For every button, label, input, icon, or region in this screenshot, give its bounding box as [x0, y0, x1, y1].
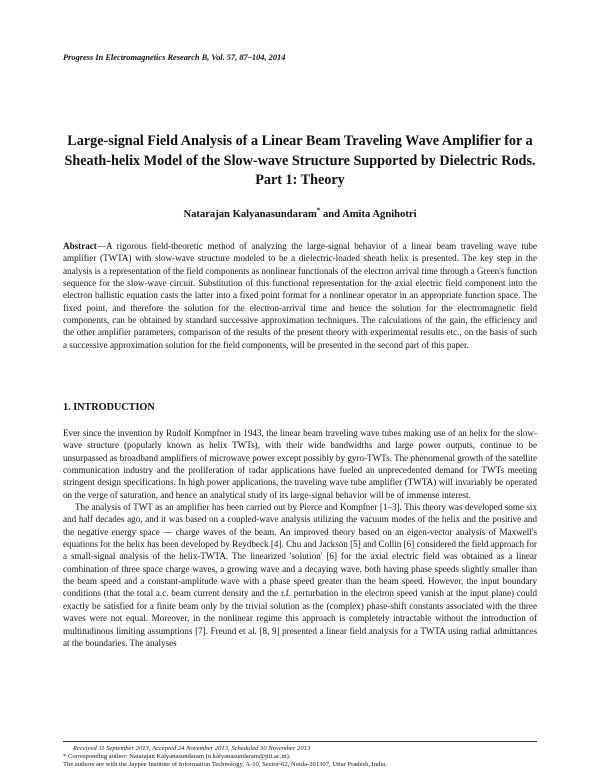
intro-paragraph-2: The analysis of TWT as an amplifier has been carried out by Pierce and Kompfner [1–3]. This theory was developed some six and half decades ago, and it was based on a coupled-wave analysis utilizing the vacuum modes of the helix and the positive and the negative energy space — charge waves of the beam. An improved theory based on an eigen-vector analysis of Maxwell's equations for the helix has been developed by Reydbeck [4]. Chu and Jackson [5] and Collin [6] considered the field approach for a small-signal analysis of the helix-TWTA. The linearized 'solution' [6] for the axial electric field was obtained as a linear combination of three space charge waves, a growing wave and a decaying wave, both having phase speeds slightly smaller than the beam speed and a constant-amplitude wave with a phase speed greater than the beam speed. However, the input boundary conditions (that the total a.c. beam current density and the r.f. perturbation in the electron speed vanish at the input plane) could exactly be satisfied for a finite beam only by the trivial solution as the (complex) phase-shift constants associated with the three waves were not equal. Moreover, in the nonlinear regime this approach is completely intractable without the introduction of multitudinous limiting assumptions [7]. Freund et al. [8, 9] presented a linear field analysis for a TWTA using radial admittances at the boundaries. The analyses — [63, 502, 537, 648]
other-authors: and Amita Agnihotri — [322, 209, 417, 220]
first-author: Natarajan Kalyanasundaram — [183, 209, 317, 220]
introduction-body — [63, 427, 537, 649]
section-heading: 1. INTRODUCTION — [63, 402, 155, 413]
abstract-text: —A rigorous field-theoretic method of analyzing the large-signal behavior of a linear beam traveling wave tube amplifier (TWTA) with slow-wave structure modeled to be a dielectric-loaded sheath helix is presented. The key step in the analysis is a representation of the field components as nonlinear functionals of the electron arrival time through a Green's function sequence for the slow-wave circuit. Substitution of this functional representation for the axial electric field component into the electron ballistic equation casts the latter into a fixed point format for a nonlinear operator in an appropriate function space. The fixed point, and therefore the solution for the electron-arrival time and hence the solution for the electromagnetic field components, can be obtained by standard successive approximation techniques. The calculations of the gain, the efficiency and the other amplifier parameters, comparison of the results of the present theory with experimental results etc., on the basis of such a successive approximation solution for the field components, will be presented in the second part of this paper. — [63, 241, 537, 350]
received-dates: Received 11 September 2013, Accepted 24 November 2013, Scheduled 30 November 2013 — [73, 745, 311, 752]
footnote-divider — [63, 741, 537, 742]
author-line — [60, 206, 540, 220]
intro-paragraph-1: Ever since the invention by Rudolf Kompfner in 1943, the linear beam traveling wave tubes making use of an helix for the slow-wave structure (popularly known as helix TWTs), with their wide bandwidths and large power outputs, continue to be unsurpassed as broadband amplifiers of microwave power except possibly by gyro-TWTs. The phenomenal growth of the satellite communication industry and the proliferation of radar applications have fueled an unprecedented demand for TWTs meeting stringent design specifications. In high power applications, the traveling wave tube amplifier (TWTA) will invariably be operated on the verge of saturation, and hence an analytical study of its large-signal behavior will be of immense interest. — [63, 428, 537, 500]
corresponding-author-note: * Corresponding author: Natarajan Kalyanasundaram (n.kalyanasundaram@jiit.ac.in). — [63, 753, 291, 761]
journal-header: Progress In Electromagnetics Research B, Vol. 57, 87–104, 2014 — [63, 53, 286, 62]
affiliation-note: The authors are with the Jaypee Institute of Information Technology, A-10, Sector-62, Noida-201307, Uttar Pradesh, India. — [63, 761, 387, 769]
abstract-label: Abstract — [63, 241, 97, 251]
abstract — [63, 240, 537, 351]
corresponding-mark: * — [316, 206, 321, 215]
footnotes — [63, 745, 537, 770]
paper-title: Large-signal Field Analysis of a Linear Beam Traveling Wave Amplifier for a Sheath-helix Model of the Slow-wave Structure Supported by Dielectric Rods. Part 1: Theory — [64, 133, 536, 188]
